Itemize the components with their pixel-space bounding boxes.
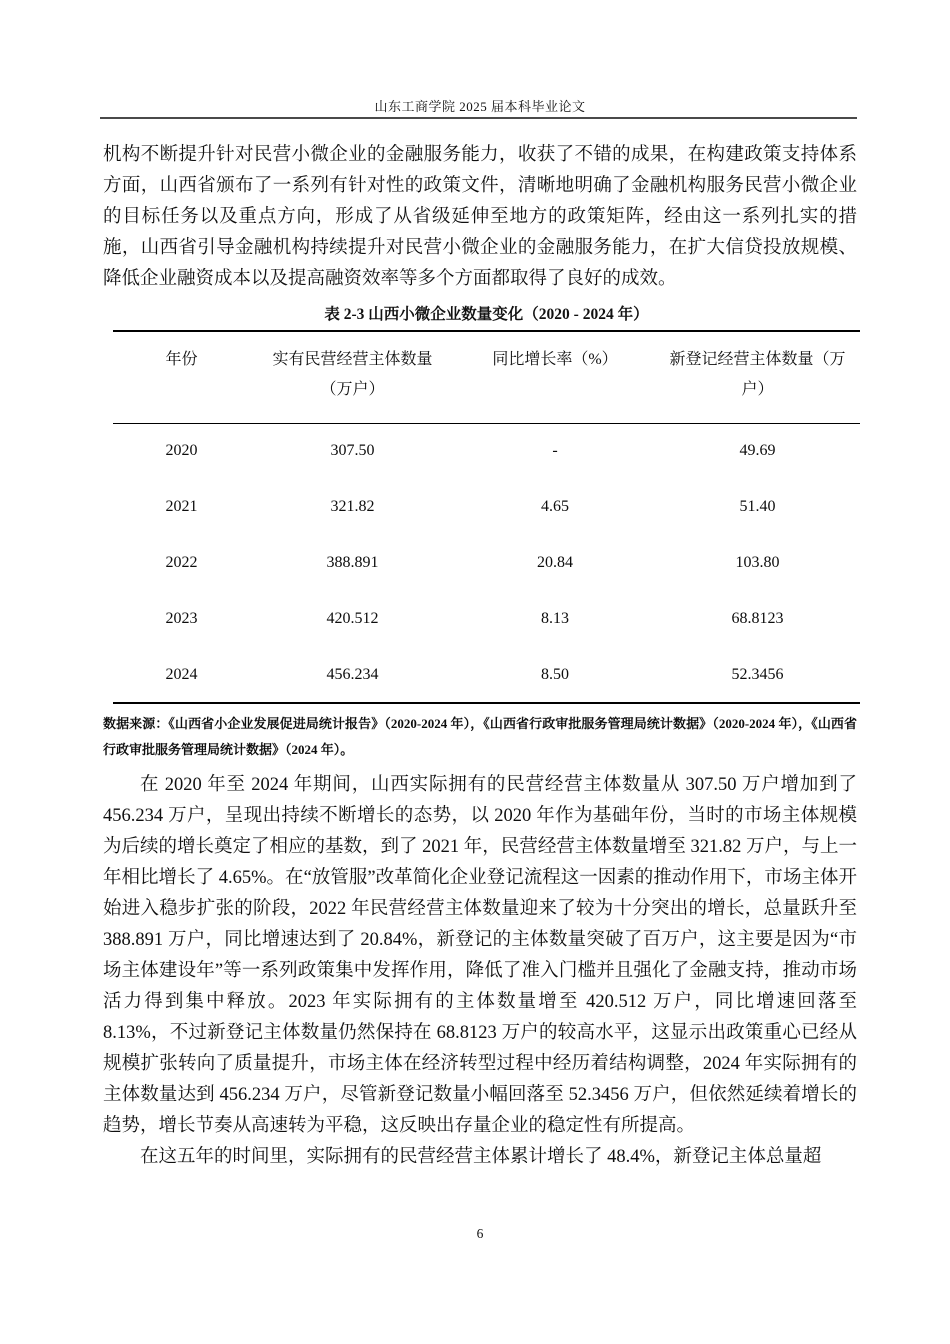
table-cell-actual: 307.50 — [330, 442, 375, 460]
table-cell-actual: 321.82 — [330, 498, 375, 515]
table-row — [113, 479, 860, 535]
table-cell-growth: 8.50 — [541, 665, 569, 683]
table-header-actual-entities: 实有民营经营主体数量（万户） — [250, 331, 455, 423]
table-cell-year: 2023 — [165, 610, 198, 627]
table-cell-growth: - — [552, 442, 558, 460]
page-number: 6 — [476, 1226, 484, 1241]
table-cell-year: 2021 — [165, 498, 198, 515]
table-cell-actual: 420.512 — [326, 610, 379, 627]
table-header-row — [113, 331, 860, 423]
table-cell-growth: 20.84 — [537, 554, 573, 571]
table-header-new-registered: 新登记经营主体数量（万户） — [655, 331, 860, 423]
table-cell-new: 52.3456 — [731, 665, 784, 683]
table-cell-growth: 4.65 — [541, 498, 569, 515]
table-row — [113, 535, 860, 591]
table-cell-actual: 388.891 — [326, 554, 379, 571]
table-row — [113, 591, 860, 647]
table-cell-new: 68.8123 — [731, 610, 784, 627]
table-cell-year: 2020 — [165, 442, 198, 460]
body-paragraph-1: 机构不断提升针对民营小微企业的金融服务能力，收获了不错的成果，在构建政策支持体系方面，山西省颁布了一系列有针对性的政策文件，清晰地明确了金融机构服务民营小微企业的目标任务以及重点方向，形成了从省级延伸至地方的政策矩阵，经由这一系列扎实的措施，山西省引导金融机构持续提升对民营小微企业的金融服务能力，在扩大信贷投放规模、降低企业融资成本以及提高融资效率等多个方面都取得了良好的成效。 — [103, 145, 857, 289]
body-paragraph-2: 在 2020 年至 2024 年期间，山西实际拥有的民营经营主体数量从 307.50 万户增加到了 456.234 万户，呈现出持续不断增长的态势，以 2020 年作为基础年份，当时的市场主体规模为后续的增长奠定了相应的基数，到了 2021 年，民营经营主体数量增至 321.82 万户，与上一年相比增长了 4.65%。在“放管服”改革简化企业登记流程这一因素的推动作用下，市场主体开始进入稳步扩张的阶段，2022 年民营经营主体数量迎来了较为十分突出的增长，总量跃升至 388.891 万户，同比增速达到了 20.84%，新登记的主体数量突破了百万户，这主要是因为“市场主体建设年”等一系列政策集中发挥作用，降低了准入门槛并且强化了金融支持，推动市场活力得到集中释放。2023 年实际拥有的主体数量增至 420.512 万户，同比增速回落至 8.13%，不过新登记主体数量仍然保持在 68.8123 万户的较高水平，这显示出政策重心已经从规模扩张转向了质量提升，市场主体在经济转型过程中经历着结构调整，2024 年实际拥有的主体数量达到 456.234 万户，尽管新登记数量小幅回落至 52.3456 万户，但依然延续着增长的趋势，增长节奏从高速转为平稳，这反映出存量企业的稳定性有所提高。 — [103, 775, 857, 1136]
table-row — [113, 423, 860, 479]
table-cell-growth: 8.13 — [541, 610, 569, 627]
table-title: 表 2-3 山西小微企业数量变化（2020 - 2024 年） — [324, 306, 649, 323]
data-table — [113, 330, 860, 704]
table-row — [113, 647, 860, 703]
table-cell-new: 49.69 — [739, 442, 776, 460]
table-header-year: 年份 — [113, 331, 250, 423]
header-divider — [100, 117, 857, 119]
table-cell-year: 2024 — [165, 665, 198, 683]
table-cell-new: 51.40 — [739, 498, 776, 515]
table-cell-new: 103.80 — [735, 554, 780, 571]
table-source-note: 数据来源：《山西省小企业发展促进局统计报告》（2020-2024 年），《山西省行政审批服务管理局统计数据》（2020-2024 年），《山西省行政审批服务管理局统计数据》（2024 年）。 — [103, 716, 857, 757]
running-head: 山东工商学院 2025 届本科毕业论文 — [374, 99, 586, 114]
table-header-yoy-growth: 同比增长率（%） — [455, 331, 655, 423]
table-cell-year: 2022 — [165, 554, 198, 571]
body-text-block — [103, 770, 857, 1173]
body-paragraph-3: 在这五年的时间里，实际拥有的民营经营主体累计增长了 48.4%，新登记主体总量超 — [140, 1147, 822, 1167]
table-cell-actual: 456.234 — [326, 665, 379, 683]
